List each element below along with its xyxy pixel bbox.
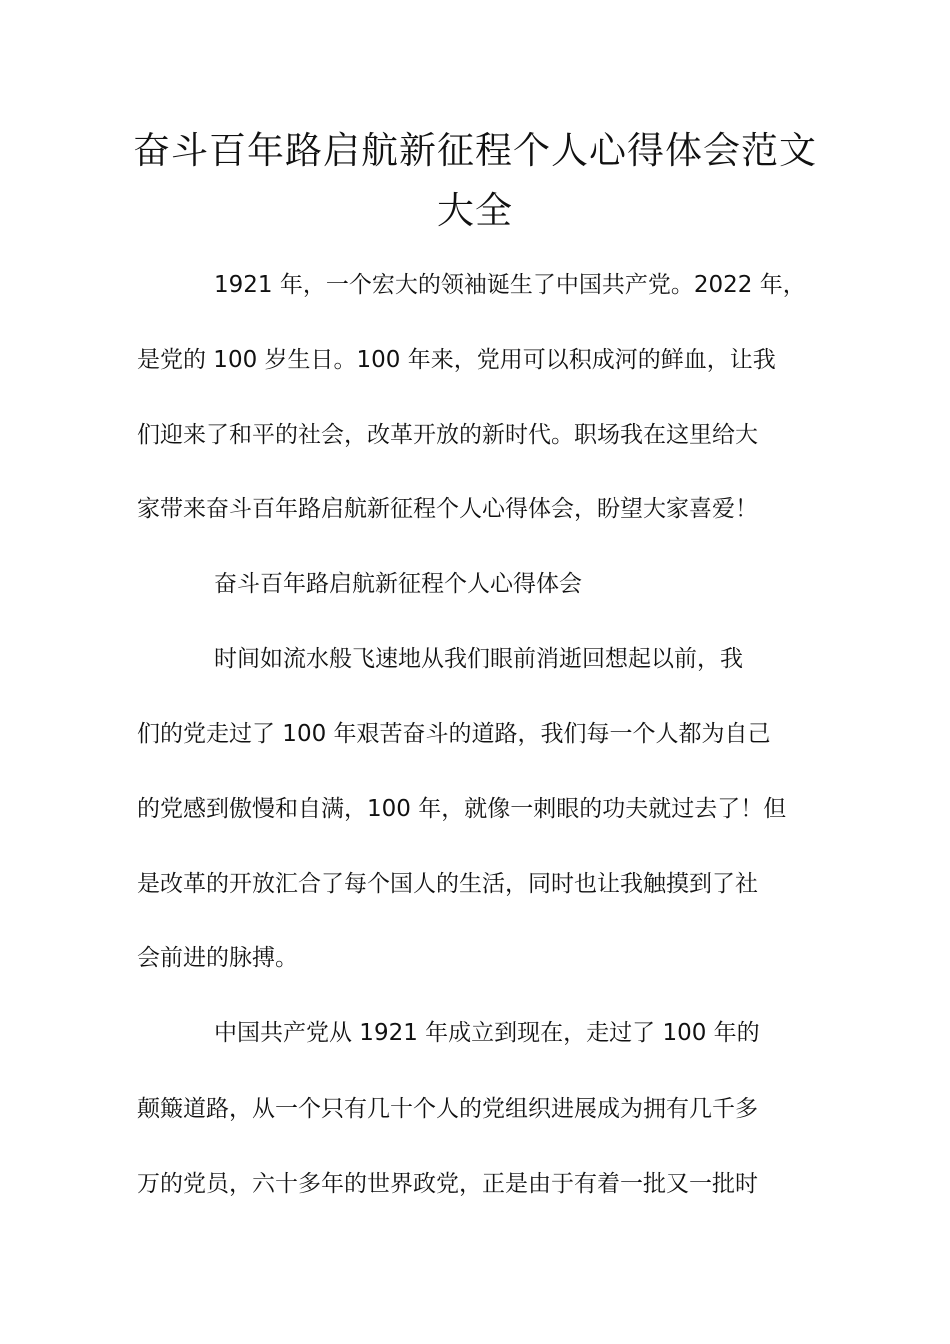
paragraph-line: 们迎来了和平的社会，改革开放的新时代。职场我在这里给大	[137, 422, 758, 448]
paragraph-line: 会前进的脉搏。	[137, 945, 298, 971]
paragraph-line: 1921 年，一个宏大的领袖诞生了中国共产党。2022 年，	[214, 272, 806, 298]
paragraph-line: 万的党员，六十多年的世界政党，正是由于有着一批又一批时	[137, 1171, 758, 1197]
paragraph-line: 颠簸道路，从一个只有几十个人的党组织进展成为拥有几千多	[137, 1096, 758, 1122]
paragraph-line: 中国共产党从 1921 年成立到现在，走过了 100 年的	[214, 1020, 760, 1046]
section-subtitle: 奋斗百年路启航新征程个人心得体会	[214, 571, 582, 597]
paragraph-line: 是党的 100 岁生日。100 年来，党用可以积成河的鲜血，让我	[137, 347, 776, 373]
document-title-line-1: 奋斗百年路启航新征程个人心得体会范文	[133, 129, 817, 172]
document-title-line-2: 大全	[437, 189, 513, 232]
paragraph-line: 是改革的开放汇合了每个国人的生活，同时也让我触摸到了社	[137, 871, 758, 897]
paragraph-line: 的党感到傲慢和自满，100 年，就像一刺眼的功夫就过去了！但	[137, 796, 787, 822]
paragraph-line: 家带来奋斗百年路启航新征程个人心得体会，盼望大家喜爱！	[137, 496, 758, 522]
paragraph-line: 们的党走过了 100 年艰苦奋斗的道路，我们每一个人都为自己	[137, 721, 771, 747]
paragraph-line: 时间如流水般飞速地从我们眼前消逝回想起以前，我	[214, 646, 743, 672]
